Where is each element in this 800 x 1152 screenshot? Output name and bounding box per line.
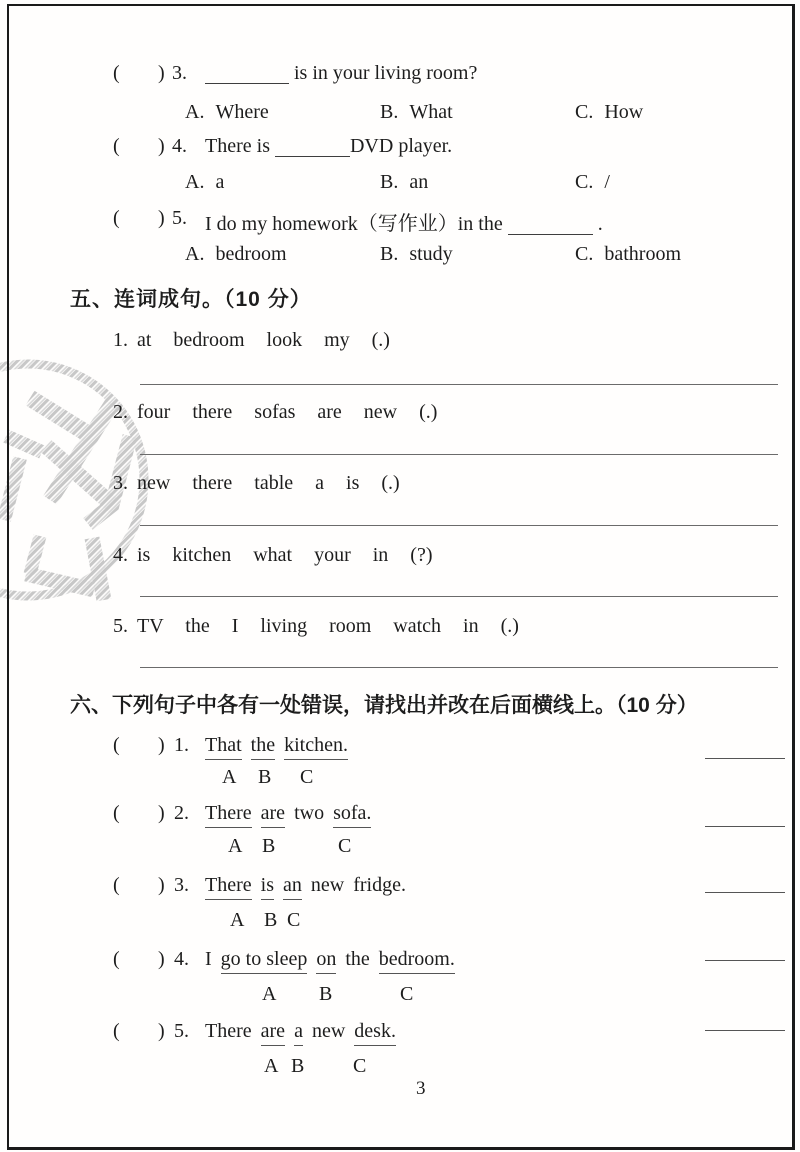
option-label: C. <box>575 171 594 193</box>
section6-letters-3 <box>0 909 800 937</box>
question-number: 4. <box>172 135 187 157</box>
answer-paren-open: ( <box>113 62 120 84</box>
correction-line <box>705 1030 785 1031</box>
question-number: 5. <box>172 207 187 229</box>
option-label: A. <box>185 101 205 123</box>
option-b <box>380 171 428 194</box>
option-c <box>575 243 681 266</box>
letter-b: B <box>262 835 276 857</box>
word: fridge. <box>353 874 406 896</box>
underlined-word: a <box>294 1020 303 1046</box>
letter-b: B <box>264 909 278 931</box>
letter-c: C <box>400 983 414 1005</box>
scrambled-words: four there sofas are new (.) <box>137 401 438 423</box>
answer-paren-close: ) <box>158 135 165 157</box>
word: There <box>205 1020 252 1042</box>
correction-line <box>705 892 785 893</box>
mcq-question-3 <box>0 62 800 90</box>
option-label: A. <box>185 171 205 193</box>
answer-paren-open: ( <box>113 948 120 970</box>
section6-item-4 <box>0 948 800 976</box>
scrambled-words: TV the I living room watch in (.) <box>137 615 519 637</box>
correction-line <box>705 960 785 961</box>
option-label: C. <box>575 243 594 265</box>
question-text-after: . <box>597 213 603 235</box>
word: the <box>345 948 370 970</box>
underlined-word: bedroom. <box>379 948 455 974</box>
option-text: What <box>409 101 453 123</box>
option-b <box>380 101 453 124</box>
underlined-phrase: go to sleep <box>221 948 308 974</box>
section5-title: 五、连词成句。（10 分） <box>70 288 312 311</box>
underlined-word: sofa. <box>333 802 371 828</box>
option-text: How <box>604 101 644 123</box>
section6-letters-5 <box>0 1055 800 1083</box>
option-text: study <box>409 243 453 265</box>
option-a <box>185 171 224 194</box>
error-sentence <box>205 802 380 825</box>
word: new <box>311 1020 346 1042</box>
correction-line <box>705 826 785 827</box>
letter-c: C <box>287 909 301 931</box>
answer-line <box>140 525 778 526</box>
answer-paren-open: ( <box>113 135 120 157</box>
question-number: 3. <box>172 62 187 84</box>
answer-line <box>140 596 778 597</box>
option-c <box>575 101 643 124</box>
answer-line <box>140 384 778 385</box>
answer-paren-close: ) <box>158 802 165 824</box>
letter-a: A <box>222 766 237 788</box>
answer-paren-close: ) <box>158 948 165 970</box>
letter-a: A <box>264 1055 279 1077</box>
underlined-word: There <box>205 874 252 900</box>
fill-blank <box>205 65 289 84</box>
word: two <box>294 802 325 824</box>
error-sentence <box>205 734 357 757</box>
item-number: 3. <box>174 874 189 896</box>
word: I <box>205 948 212 970</box>
letter-b: B <box>258 766 272 788</box>
answer-line <box>140 667 778 668</box>
letter-a: A <box>230 909 245 931</box>
item-number: 1. <box>113 329 128 351</box>
item-number: 2. <box>113 401 128 423</box>
item-number: 5. <box>113 615 128 637</box>
option-label: C. <box>575 101 594 123</box>
section5-item-1 <box>0 329 800 357</box>
option-text: bathroom <box>604 243 681 265</box>
option-c <box>575 171 610 194</box>
answer-paren-open: ( <box>113 207 120 229</box>
section5-item-5 <box>0 615 800 643</box>
option-text: / <box>604 171 610 193</box>
page-number: 3 <box>416 1078 426 1099</box>
item-number: 1. <box>174 734 189 756</box>
letter-b: B <box>291 1055 305 1077</box>
word: new <box>310 874 345 896</box>
option-text: Where <box>215 101 269 123</box>
option-text: an <box>409 171 429 193</box>
letter-b: B <box>319 983 333 1005</box>
mcq-options-5 <box>0 243 800 271</box>
error-sentence <box>205 874 415 897</box>
underlined-word: is <box>261 874 274 900</box>
option-b <box>380 243 453 266</box>
letter-c: C <box>300 766 314 788</box>
section6-item-3 <box>0 874 800 902</box>
section5-item-3 <box>0 472 800 500</box>
error-sentence <box>205 948 464 971</box>
answer-paren-open: ( <box>113 802 120 824</box>
item-number: 3. <box>113 472 128 494</box>
mcq-options-3 <box>0 101 800 129</box>
underlined-word: the <box>251 734 275 760</box>
error-sentence <box>205 1020 405 1043</box>
scrambled-words: at bedroom look my (.) <box>137 329 390 351</box>
section6-item-5 <box>0 1020 800 1048</box>
underlined-word: on <box>316 948 336 974</box>
section5-item-2 <box>0 401 800 429</box>
fill-blank <box>275 138 350 157</box>
letter-a: A <box>228 835 243 857</box>
answer-paren-close: ) <box>158 874 165 896</box>
item-number: 5. <box>174 1020 189 1042</box>
section6-letters-2 <box>0 835 800 863</box>
underlined-word: That <box>205 734 242 760</box>
mcq-question-5 <box>0 207 800 235</box>
underlined-word: kitchen. <box>284 734 348 760</box>
section6-item-2 <box>0 802 800 830</box>
option-label: A. <box>185 243 205 265</box>
question-text-after: is in your living room? <box>294 62 478 84</box>
scrambled-words: new there table a is (.) <box>137 472 400 494</box>
option-label: B. <box>380 243 399 265</box>
answer-paren-close: ) <box>158 207 165 229</box>
answer-paren-open: ( <box>113 734 120 756</box>
item-number: 4. <box>174 948 189 970</box>
underlined-word: desk. <box>354 1020 396 1046</box>
underlined-word: There <box>205 802 252 828</box>
underlined-word: an <box>283 874 302 900</box>
underlined-word: are <box>261 802 285 828</box>
letter-c: C <box>338 835 352 857</box>
question-text-after: DVD player. <box>349 135 453 157</box>
section6-letters-4 <box>0 983 800 1011</box>
letter-a: A <box>262 983 277 1005</box>
item-number: 2. <box>174 802 189 824</box>
option-text: bedroom <box>215 243 287 265</box>
scrambled-words: is kitchen what your in (?) <box>137 544 433 566</box>
mcq-options-4 <box>0 171 800 199</box>
section6-item-1 <box>0 734 800 762</box>
option-text: a <box>215 171 225 193</box>
question-text-before: I do my homework（写作业）in the <box>205 213 503 235</box>
answer-paren-close: ) <box>158 62 165 84</box>
underlined-word: are <box>261 1020 285 1046</box>
fill-blank <box>508 216 593 235</box>
correction-line <box>705 758 785 759</box>
option-label: B. <box>380 171 399 193</box>
section5-item-4 <box>0 544 800 572</box>
mcq-question-4 <box>0 135 800 163</box>
section5-header <box>0 283 800 311</box>
answer-paren-close: ) <box>158 1020 165 1042</box>
question-text <box>205 62 477 85</box>
answer-paren-open: ( <box>113 1020 120 1042</box>
letter-c: C <box>353 1055 367 1077</box>
section6-title: 六、下列句子中各有一处错误，请找出并改在后面横线上。（10 分） <box>70 694 698 717</box>
answer-paren-open: ( <box>113 874 120 896</box>
option-a <box>185 243 287 266</box>
question-text-before: There is <box>205 135 270 157</box>
option-a <box>185 101 269 124</box>
answer-line <box>140 454 778 455</box>
item-number: 4. <box>113 544 128 566</box>
question-text <box>205 207 603 236</box>
answer-paren-close: ) <box>158 734 165 756</box>
option-label: B. <box>380 101 399 123</box>
question-text <box>205 135 452 158</box>
section6-header <box>0 689 800 717</box>
section6-letters-1 <box>0 766 800 794</box>
